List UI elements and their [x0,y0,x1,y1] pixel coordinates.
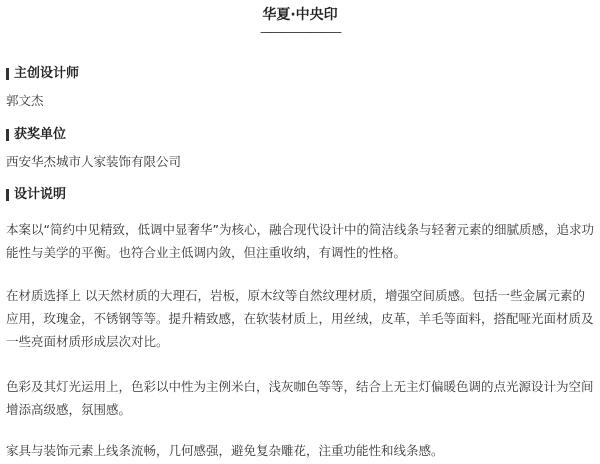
designer-name: 郭文杰 [6,93,44,108]
description-paragraph-materials: 在材质选择上 以天然材质的大理石，岩板，原木纹等自然纹理材质，增强空间质感。包括一些金属元素的应用，玫瑰金，不锈钢等等。提升精致感，在软装材质上，用丝绒，皮革，羊毛等面料，搭配哑光面材质及一些亮面材质形成层次对比。 [6,288,594,349]
designer-section-heading [6,66,79,82]
designer-label: 主创设计师 [14,66,80,81]
award-unit-name: 西安华杰城市人家装饰有限公司 [6,154,182,169]
title-underline: ———————— [260,25,340,39]
section-marker-bar [6,189,9,201]
description-label: 设计说明 [14,187,67,202]
section-marker-bar [6,129,9,141]
section-marker-bar [6,68,9,80]
description-section-heading [6,187,66,203]
description-paragraph-furniture: 家具与装饰元素上线条流畅，几何感强，避免复杂雕花，注重功能性和线条感。 [6,443,444,458]
description-paragraph-color-lighting: 色彩及其灯光运用上，色彩以中性为主例米白，浅灰咖色等等，结合上无主灯偏暖色调的点光源设计为空间增添高级感，氛围感。 [6,379,594,417]
award-unit-label: 获奖单位 [14,127,67,142]
description-paragraph-intro: 本案以“简约中见精致，低调中显奢华”为核心，融合现代设计中的简洁线条与轻奢元素的细腻质感，追求功能性与美学的平衡。也符合业主低调内敛，但注重收纳，有调性的性格。 [6,222,594,260]
page-title: 华夏·中央印 [262,7,338,23]
award-unit-section-heading [6,127,66,143]
